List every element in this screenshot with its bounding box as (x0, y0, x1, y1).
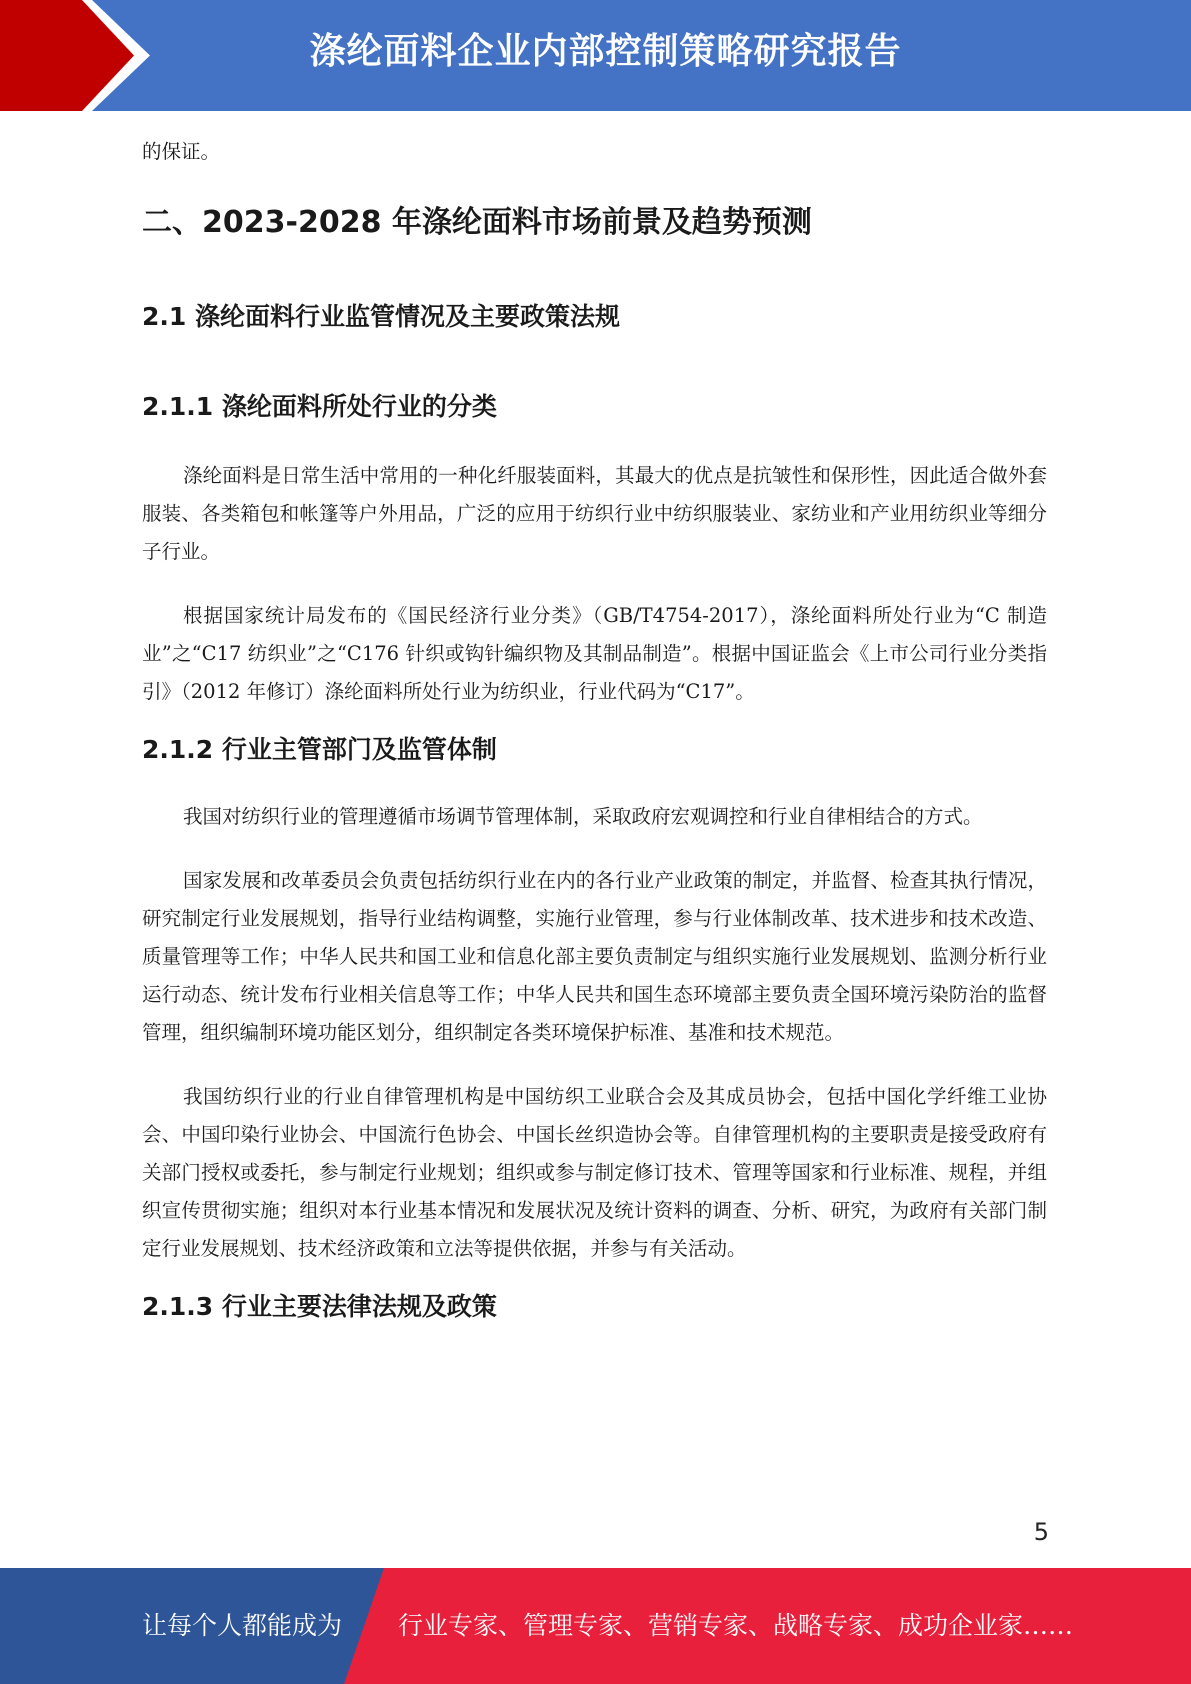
paragraph-classification: 涤纶面料是日常生活中常用的一种化纤服装面料，其最大的优点是抗皱性和保形性，因此适合做外套服装、各类箱包和帐篷等户外用品，广泛的应用于纺织行业中纺织服装业、家纺业和产业用纺织业等细分子行业。 (142, 464, 1047, 563)
paragraph-management-system: 我国对纺织行业的管理遵循市场调节管理体制，采取政府宏观调控和行业自律相结合的方式。 (183, 805, 983, 828)
heading-2-1-1: 2.1.1 涤纶面料所处行业的分类 (142, 392, 497, 421)
subsection-heading-2-1: 2.1 涤纶面料行业监管情况及主要政策法规 (142, 302, 620, 331)
intro-tail-text: 的保证。 (142, 140, 221, 163)
header-chevron-decoration (0, 0, 160, 111)
page-content (142, 130, 1047, 1324)
heading-2-1-3: 2.1.3 行业主要法律法规及政策 (142, 1292, 497, 1321)
paragraph-government-departments: 国家发展和改革委员会负责包括纺织行业在内的各行业产业政策的制定，并监督、检查其执行情况，研究制定行业发展规划，指导行业结构调整，实施行业管理，参与行业体制改革、技术进步和技术改造、质量管理等工作；中华人民共和国工业和信息化部主要负责制定与组织实施行业发展规划、监测分析行业运行动态、统计发布行业相关信息等工作；中华人民共和国生态环境部主要负责全国环境污染防治的监督管理，组织编制环境功能区划分，组织制定各类环境保护标准、基准和技术规范。 (142, 869, 1047, 1044)
report-title: 涤纶面料企业内部控制策略研究报告 (309, 31, 902, 72)
section-heading: 二、2023-2028 年涤纶面料市场前景及趋势预测 (142, 205, 812, 240)
paragraph-self-regulation: 我国纺织行业的行业自律管理机构是中国纺织工业联合会及其成员协会，包括中国化学纤维工业协会、中国印染行业协会、中国流行色协会、中国长丝织造协会等。自律管理机构的主要职责是接受政府有关部门授权或委托，参与制定行业规划；组织或参与制定修订技术、管理等国家和行业标准、规程，并组织宣传贯彻实施；组织对本行业基本情况和发展状况及统计资料的调查、分析、研究，为政府有关部门制定行业发展规划、技术经济政策和立法等提供依据，并参与有关活动。 (142, 1085, 1047, 1260)
page-header (0, 0, 1191, 111)
page-number: 5 (1033, 1518, 1049, 1546)
footer-slogan-left: 让每个人都能成为 (142, 1611, 343, 1640)
paragraph-industry-code: 根据国家统计局发布的《国民经济行业分类》（GB/T4754-2017），涤纶面料所处行业为“C 制造业”之“C17 纺织业”之“C176 针织或钩针编织物及其制品制造”。根据中国证监会《上市公司行业分类指引》（2012 年修订）涤纶面料所处行业为纺织业，行业代码为“C17”。 (142, 604, 1047, 703)
footer-slogan-right: 行业专家、管理专家、营销专家、战略专家、成功企业家…… (398, 1611, 1074, 1640)
page-footer (0, 1568, 1191, 1684)
heading-2-1-2: 2.1.2 行业主管部门及监管体制 (142, 735, 497, 764)
